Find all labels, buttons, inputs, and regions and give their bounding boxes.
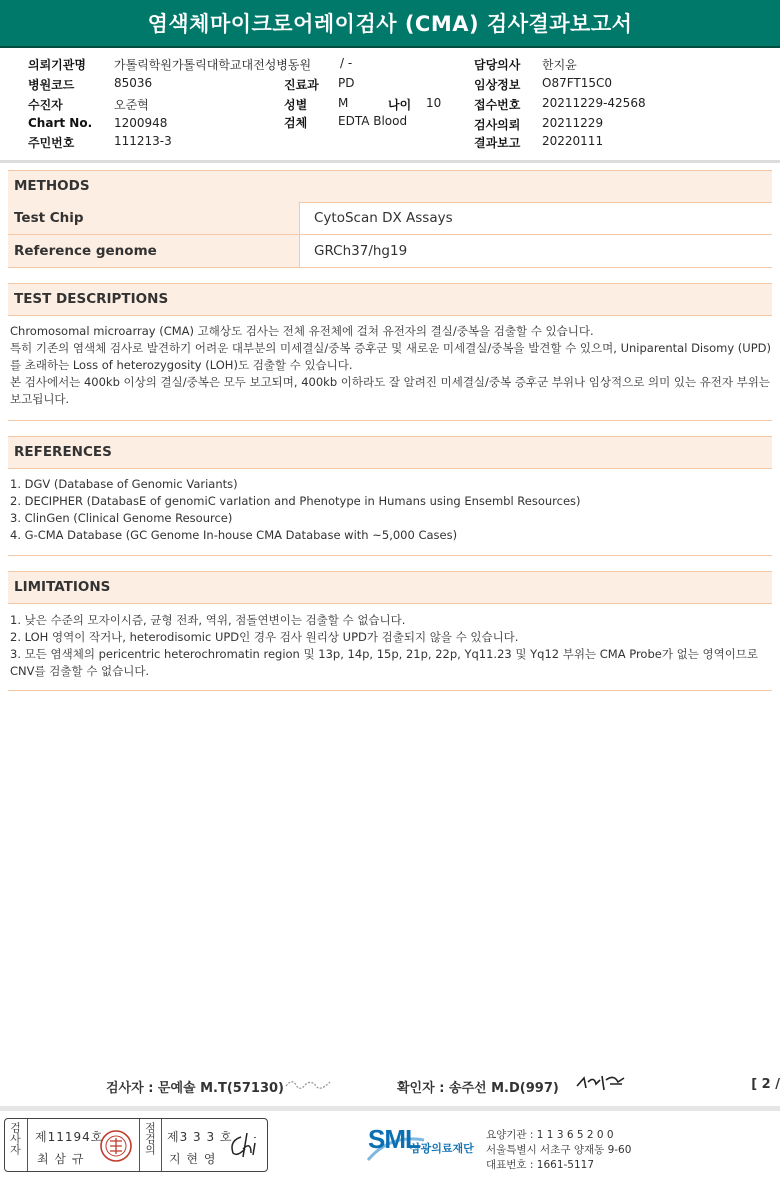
license-b-name: 지 현 영 xyxy=(169,1152,217,1166)
list-item: 3. 모든 염색체의 pericentric heterochromatin region 및 13p, 14p, 15p, 21p, 22p, Yq11.23 및 Yq12 부위는 CMA Probe가 없는 영역이므로 CNV를 검출할 수 없습니다. xyxy=(10,647,759,678)
test-descriptions-body xyxy=(10,323,772,408)
box-divider xyxy=(27,1119,28,1171)
handwritten-signature-icon xyxy=(227,1129,263,1161)
dept-label: 진료과 xyxy=(284,78,319,92)
references-list xyxy=(10,476,772,544)
dept-value: PD xyxy=(338,76,355,90)
license-a-vertical-label: 검사자 xyxy=(8,1122,22,1155)
license-a-name: 최 삼 규 xyxy=(37,1152,85,1166)
box-divider xyxy=(161,1119,162,1171)
receipt-no-value: 20211229-42568 xyxy=(542,96,646,110)
table-row xyxy=(8,202,772,235)
section-divider xyxy=(8,690,772,691)
sex-label: 성별 xyxy=(284,98,308,112)
table-row xyxy=(8,235,772,268)
doctor-label: 담당의사 xyxy=(474,58,521,72)
institution-value: 가톨릭학원가톨릭대학교대전성병동원 xyxy=(114,58,312,72)
confirmer-signature-icon xyxy=(574,1072,626,1094)
resident-no-value: 111213-3 xyxy=(114,134,172,148)
collector-label: 수진자 xyxy=(28,98,63,112)
receipt-no-label: 접수번호 xyxy=(474,98,521,112)
report-date-value: 20220111 xyxy=(542,134,604,148)
sex-value: M xyxy=(338,96,349,110)
hospital-code-value: 85036 xyxy=(114,76,153,90)
report-title: 염색체마이크로어레이검사 (CMA) 검사결과보고서 xyxy=(0,0,780,48)
list-item: 2. DECIPHER (DatabasE of genomiC varIation and Phenotype in Humans using Ensembl Resources) xyxy=(10,494,581,508)
test-descriptions-heading: TEST DESCRIPTIONS xyxy=(8,283,772,316)
seal-icon xyxy=(99,1129,133,1163)
age-value: 10 xyxy=(426,96,442,110)
limitations-heading: LIMITATIONS xyxy=(8,571,772,604)
specimen-label: 검체 xyxy=(284,116,308,130)
ward-value: / - xyxy=(340,56,353,70)
limitations-list xyxy=(10,612,772,680)
care-institution-code: 요양기관 : 1 1 3 6 5 2 0 0 xyxy=(486,1129,614,1141)
methods-key: Test Chip xyxy=(8,202,300,234)
tester-signature-icon xyxy=(284,1076,332,1092)
references-heading: REFERENCES xyxy=(8,436,772,469)
collector-value: 오준혁 xyxy=(114,98,149,112)
info-divider xyxy=(0,160,780,163)
doctor-value: 한지윤 xyxy=(542,58,577,72)
patient-info-block xyxy=(0,52,780,156)
license-b-vertical-label: 점검의 xyxy=(143,1122,157,1155)
clinical-info-value: O87FT15C0 xyxy=(542,76,613,90)
organization-name: 삼광의료재단 xyxy=(410,1142,474,1155)
clinical-info-label: 임상정보 xyxy=(474,78,521,92)
box-divider xyxy=(139,1119,140,1171)
methods-table xyxy=(8,202,772,268)
license-b-number: 제3 3 3 호 xyxy=(167,1130,233,1144)
license-box xyxy=(4,1118,268,1172)
methods-key: Reference genome xyxy=(8,235,300,267)
request-date-label: 검사의뢰 xyxy=(474,118,521,132)
methods-value: CytoScan DX Assays xyxy=(314,210,453,226)
list-item: 4. G-CMA Database (GC Genome In-house CMA Database with ~5,000 Cases) xyxy=(10,528,458,542)
description-line: 특히 기존의 염색체 검사로 발견하기 어려운 대부분의 미세결실/중복 증후군 및 새로운 미세결실/중복을 발견할 수 있으며, Uniparental Disomy (UPD)를 초래하는 Loss of heterozygosity (LOH)도 검출할 수 있습니다. xyxy=(10,341,771,372)
list-item: 2. LOH 영역이 작거나, heterodisomic UPD인 경우 검사 원리상 UPD가 검출되지 않을 수 있습니다. xyxy=(10,630,519,644)
sml-logo-text: SML xyxy=(368,1124,420,1154)
confirmer-signature-label: 확인자 : 송주선 M.D(997) xyxy=(397,1081,559,1096)
license-a-number: 제11194호 xyxy=(35,1130,104,1144)
request-date-value: 20211229 xyxy=(542,116,604,130)
section-divider xyxy=(8,420,772,421)
footer-divider xyxy=(0,1106,780,1111)
list-item: 3. ClinGen (Clinical Genome Resource) xyxy=(10,511,233,525)
resident-no-label: 주민번호 xyxy=(28,136,75,150)
description-line: 본 검사에서는 400kb 이상의 결실/중복은 모두 보고되며, 400kb 이하라도 잘 알려진 미세결실/중복 증후군 부위나 임상적으로 의미 있는 유전자 부위는 보고됩니다. xyxy=(10,375,771,406)
methods-heading: METHODS xyxy=(8,170,772,203)
specimen-value: EDTA Blood xyxy=(338,114,408,128)
age-label: 나이 xyxy=(388,98,412,112)
report-date-label: 결과보고 xyxy=(474,136,521,150)
tester-signature-label: 검사자 : 문예솔 M.T(57130) xyxy=(106,1081,284,1096)
section-divider xyxy=(8,555,772,556)
chart-no-label: Chart No. xyxy=(28,116,93,130)
organization-address: 서울특별시 서초구 양재동 9-60 xyxy=(486,1144,632,1156)
institution-label: 의뢰기관명 xyxy=(28,58,86,72)
description-line: Chromosomal microarray (CMA) 고해상도 검사는 전체 유전체에 걸쳐 유전자의 결실/중복을 검출할 수 있습니다. xyxy=(10,324,594,338)
methods-value: GRCh37/hg19 xyxy=(314,243,408,259)
organization-phone: 대표번호 : 1661-5117 xyxy=(486,1159,595,1171)
list-item: 1. DGV (Database of Genomic Variants) xyxy=(10,477,238,491)
chart-no-value: 1200948 xyxy=(114,116,168,130)
list-item: 1. 낮은 수준의 모자이시즘, 균형 전좌, 역위, 점돌연변이는 검출할 수 없습니다. xyxy=(10,613,406,627)
page-number: [ 2 / xyxy=(751,1077,780,1092)
hospital-code-label: 병원코드 xyxy=(28,78,75,92)
